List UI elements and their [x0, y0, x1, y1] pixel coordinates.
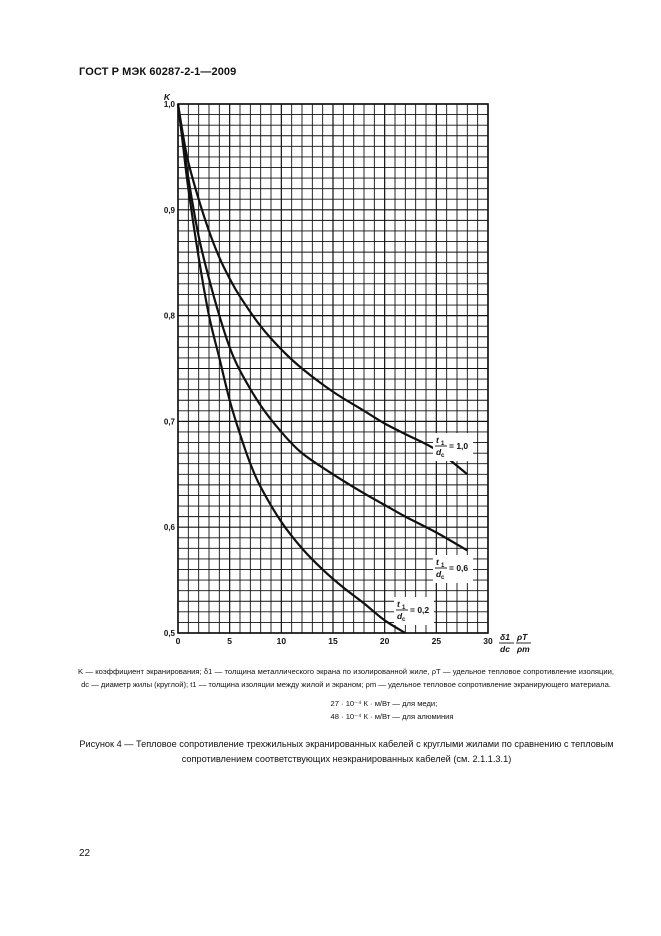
annotation-numerator: t: [436, 557, 439, 567]
annotation-numerator-subscript: 1: [441, 441, 445, 447]
x-axis-label: [499, 632, 531, 654]
annotation-numerator: t: [436, 435, 439, 445]
y-tick-label: 0,5: [163, 629, 175, 638]
annotation-value: = 0,6: [449, 563, 469, 573]
x-tick-label: 15: [328, 636, 338, 646]
page-number: 22: [79, 848, 91, 859]
x-label-fraction-2-denominator: ρm: [517, 644, 530, 654]
annotation-denominator-subscript: c: [441, 453, 445, 459]
annotation-denominator: d: [436, 569, 442, 579]
x-tick-label: 30: [483, 636, 493, 646]
y-axis-label: K: [163, 92, 170, 102]
legend-text: K — коэффициент экранирования; δ1 — толщина металлического экрана по изолированной жиле, ρT — удельное тепловое сопротивление изоляции, dc — диаметр жилы (круглой); t1 — толщина изоляции между жилой и экраном; ρm — удельное тепловое сопротивление экранирующего материала.: [78, 667, 614, 689]
annotation-denominator-subscript: c: [441, 575, 445, 581]
x-tick-label: 20: [379, 636, 390, 646]
x-tick-label: 10: [276, 636, 287, 646]
annotation-denominator: d: [397, 611, 403, 621]
annotation-value: = 1,0: [449, 441, 469, 451]
x-tick-label: 0: [175, 636, 181, 646]
figure-legend: [78, 666, 614, 691]
annotation-numerator: t: [397, 599, 400, 609]
x-label-fraction-2-numerator: ρT: [517, 632, 528, 642]
y-tick-label: 0,9: [163, 205, 175, 215]
x-tick-label: 5: [227, 636, 233, 646]
annotation-numerator-subscript: 1: [402, 605, 406, 611]
document-header: ГОСТ Р МЭК 60287-2-1—2009: [79, 66, 237, 78]
annotation-numerator-subscript: 1: [441, 563, 445, 569]
figure-caption: Рисунок 4 — Тепловое сопротивление трехжильных экранированных кабелей с круглыми жилами по сравнению с тепловым сопротивлением соответствующих неэкранированных кабелей (см. 2.1.1.3.1): [79, 739, 614, 764]
chart-grid: [178, 104, 488, 633]
x-label-fraction-1-numerator: δ1: [500, 632, 510, 642]
annotation-denominator-subscript: c: [402, 617, 406, 623]
y-tick-label: 0,7: [163, 417, 175, 427]
annotation-value: = 0,2: [410, 605, 430, 615]
formula-copper: 27 · 10⁻⁴ К · м/Вт — для меди;: [330, 699, 438, 708]
y-tick-label: 0,6: [163, 523, 175, 533]
x-label-fraction-1-denominator: dc: [500, 644, 510, 654]
x-tick-label: 25: [431, 636, 442, 646]
annotation-denominator: d: [436, 447, 442, 457]
y-tick-label: 0,8: [163, 311, 175, 321]
formula-aluminium: 48 · 10⁻⁴ К · м/Вт — для алюминия: [330, 712, 454, 721]
curve-annotation: [433, 555, 473, 583]
y-tick-label: 1,0: [163, 100, 175, 109]
curve-annotation: [433, 433, 473, 461]
curve-annotation: [394, 597, 434, 625]
